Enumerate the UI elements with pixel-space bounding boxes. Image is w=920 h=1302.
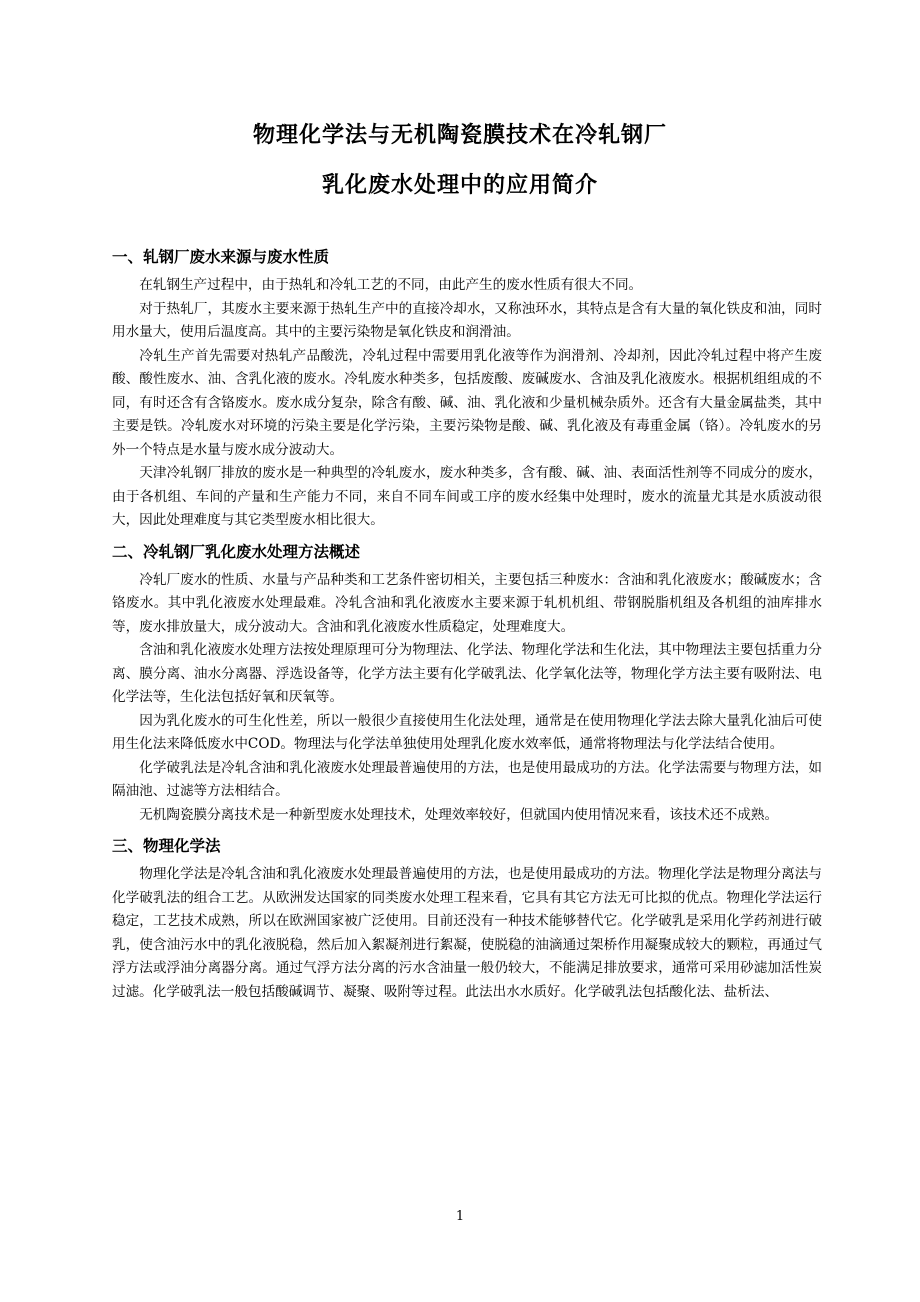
paragraph: 因为乳化废水的可生化性差，所以一般很少直接使用生化法处理，通常是在使用物理化学法去除大量乳化油后可使用生化法来降低废水中COD。物理法与化学法单独使用处理乳化废水效率低，通常将物理法与化学法结合使用。 [112,712,822,752]
section-heading-1: 一、轧钢厂废水来源与废水性质 [112,248,330,266]
paragraph: 在轧钢生产过程中，由于热轧和冷轧工艺的不同，由此产生的废水性质有很大不同。 [139,277,643,293]
paragraph: 冷轧生产首先需要对热轧产品酸洗，冷轧过程中需要用乳化液等作为润滑剂、冷却剂，因此冷轧过程中将产生废酸、酸性废水、油、含乳化液的废水。冷轧废水种类多，包括废酸、废碱废水、含油及乳化液废水。根据机组组成的不同，有时还含有含铬废水。废水成分复杂，除含有酸、碱、油、乳化液和少量机械杂质外。还含有大量金属盐类，其中主要是铁。冷轧废水对环境的污染主要是化学污染，主要污染物是酸、碱、乳化液及有毒重金属（铬）。冷轧废水的另外一个特点是水量与废水成分波动大。 [112,347,822,458]
paragraph: 对于热轧厂，其废水主要来源于热轧生产中的直接冷却水，又称浊环水，其特点是含有大量的氧化铁皮和油，同时用水量大，使用后温度高。其中的主要污染物是氧化铁皮和润滑油。 [112,300,822,340]
paragraph: 物理化学法是冷轧含油和乳化液废水处理最普遍使用的方法，也是使用最成功的方法。物理化学法是物理分离法与化学破乳法的组合工艺。从欧洲发达国家的同类废水处理工程来看，它具有其它方法无可比拟的优点。物理化学法运行稳定，工艺技术成熟，所以在欧洲国家被广泛使用。目前还没有一种技术能够替代它。化学破乳是采用化学药剂进行破乳，使含油污水中的乳化液脱稳，然后加入絮凝剂进行絮凝，使脱稳的油滴通过架桥作用凝聚成较大的颗粒，再通过气浮方法或浮油分离器分离。通过气浮方法分离的污水含油量一般仍较大，不能满足排放要求，通常可采用砂滤加活性炭过滤。化学破乳法一般包括酸碱调节、凝聚、吸附等过程。此法出水水质好。化学破乳法包括酸化法、盐析法、 [112,866,822,1000]
paragraph: 化学破乳法是冷轧含油和乳化液废水处理最普遍使用的方法，也是使用最成功的方法。化学法需要与物理方法，如隔油池、过滤等方法相结合。 [112,759,822,799]
document-body [112,244,822,1004]
section-heading-2: 二、冷轧钢厂乳化废水处理方法概述 [112,542,361,561]
page-number: 1 [455,1209,465,1224]
paragraph: 无机陶瓷膜分离技术是一种新型废水处理技术，处理效率较好，但就国内使用情况来看，该技术还不成熟。 [139,806,779,823]
paragraph: 天津冷轧钢厂排放的废水是一种典型的冷轧废水，废水种类多，含有酸、碱、油、表面活性剂等不同成分的废水，由于各机组、车间的产量和生产能力不同，来自不同车间或工序的废水经集中处理时，废水的流量尤其是水质波动很大，因此处理难度与其它类型废水相比很大。 [112,465,822,528]
document-title-line-2: 乳化废水处理中的应用简介 [321,173,598,198]
document-title-line-1: 物理化学法与无机陶瓷膜技术在冷轧钢厂 [252,123,667,148]
paragraph: 冷轧厂废水的性质、水量与产品种类和工艺条件密切相关，主要包括三种废水：含油和乳化液废水；酸碱废水；含铬废水。其中乳化液废水处理最难。冷轧含油和乳化液废水主要来源于轧机机组、带钢脱脂机组及各机组的油库排水等，废水排放量大，成分波动大。含油和乳化液废水性质稳定，处理难度大。 [112,571,822,635]
section-heading-3: 三、物理化学法 [112,837,221,855]
paragraph: 含油和乳化液废水处理方法按处理原理可分为物理法、化学法、物理化学法和生化法，其中物理法主要包括重力分离、膜分离、油水分离器、浮选设备等，化学方法主要有化学破乳法、化学氧化法等，物理化学方法主要有吸附法、电化学法等，生化法包括好氧和厌氧等。 [112,642,822,705]
